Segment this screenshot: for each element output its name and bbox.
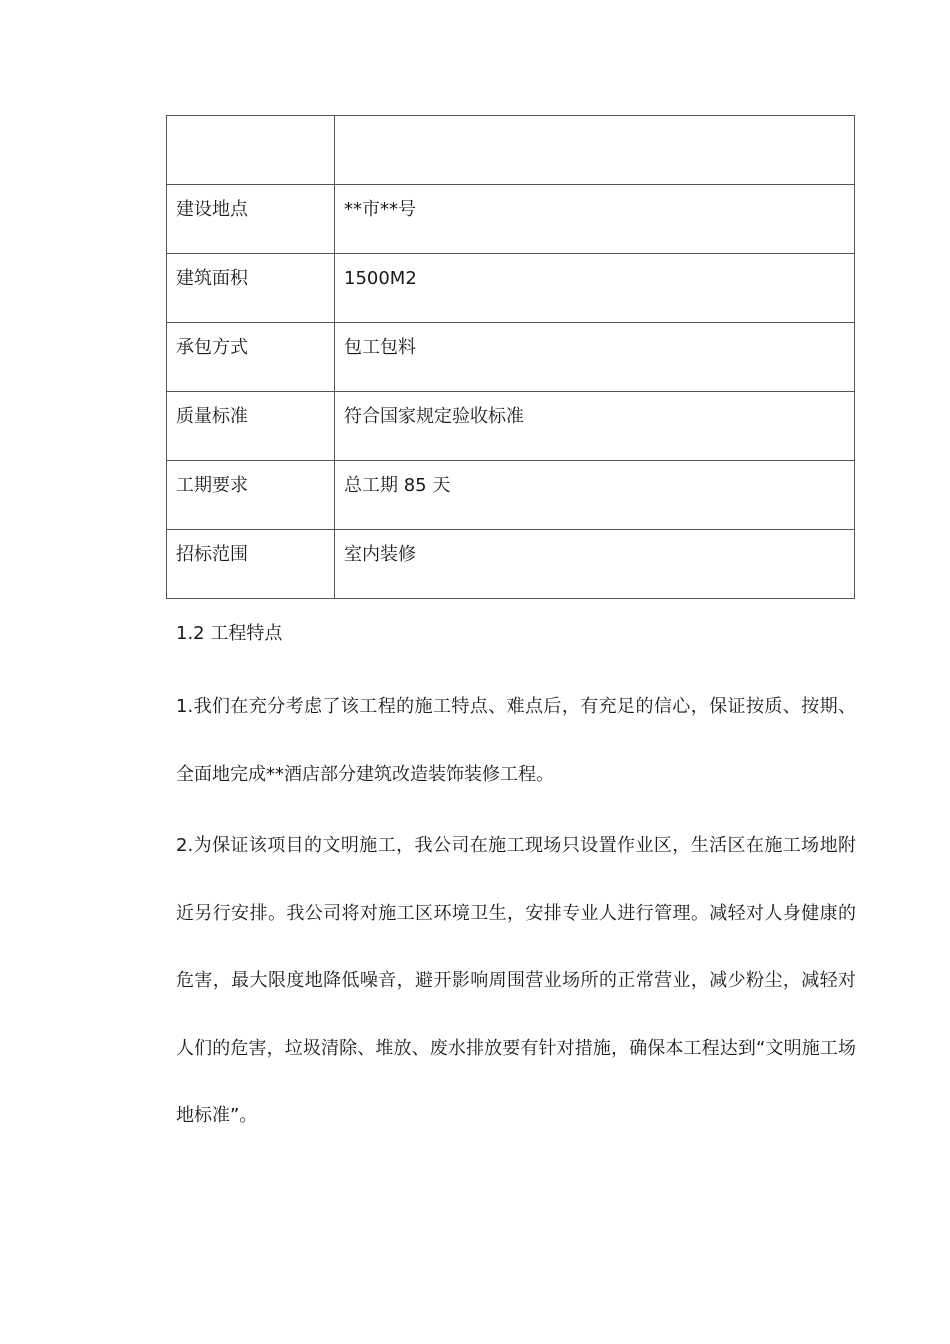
table-row <box>167 530 855 599</box>
row-value: 包工包料 <box>335 323 855 392</box>
table-row <box>167 116 855 185</box>
table-row <box>167 323 855 392</box>
row-label: 建筑面积 <box>167 254 335 323</box>
paragraph-2: 2.为保证该项目的文明施工，我公司在施工现场只设置作业区，生活区在施工场地附近另行安排。我公司将对施工区环境卫生，安排专业人进行管理。减轻对人身健康的危害，最大限度地降低噪音，避开影响周围营业场所的正常营业，减少粉尘，减轻对人们的危害，垃圾清除、堆放、废水排放要有针对措施，确保本工程达到“文明施工场地标准”。 <box>176 835 856 1126</box>
row-value: **市**号 <box>335 185 855 254</box>
row-value: 室内装修 <box>335 530 855 599</box>
row-label <box>167 116 335 185</box>
section-heading: 1.2 工程特点 <box>176 623 283 644</box>
row-label: 工期要求 <box>167 461 335 530</box>
row-label: 质量标准 <box>167 392 335 461</box>
row-label: 招标范围 <box>167 530 335 599</box>
table-row <box>167 461 855 530</box>
row-value <box>335 116 855 185</box>
project-info-table <box>166 115 855 599</box>
row-value: 总工期 85 天 <box>335 461 855 530</box>
row-value: 1500M2 <box>335 254 855 323</box>
table-row <box>167 392 855 461</box>
paragraph-1: 1.我们在充分考虑了该工程的施工特点、难点后，有充足的信心，保证按质、按期、全面地完成**酒店部分建筑改造装饰装修工程。 <box>176 696 856 785</box>
table-row <box>167 185 855 254</box>
row-value: 符合国家规定验收标准 <box>335 392 855 461</box>
row-label: 建设地点 <box>167 185 335 254</box>
row-label: 承包方式 <box>167 323 335 392</box>
table-row <box>167 254 855 323</box>
